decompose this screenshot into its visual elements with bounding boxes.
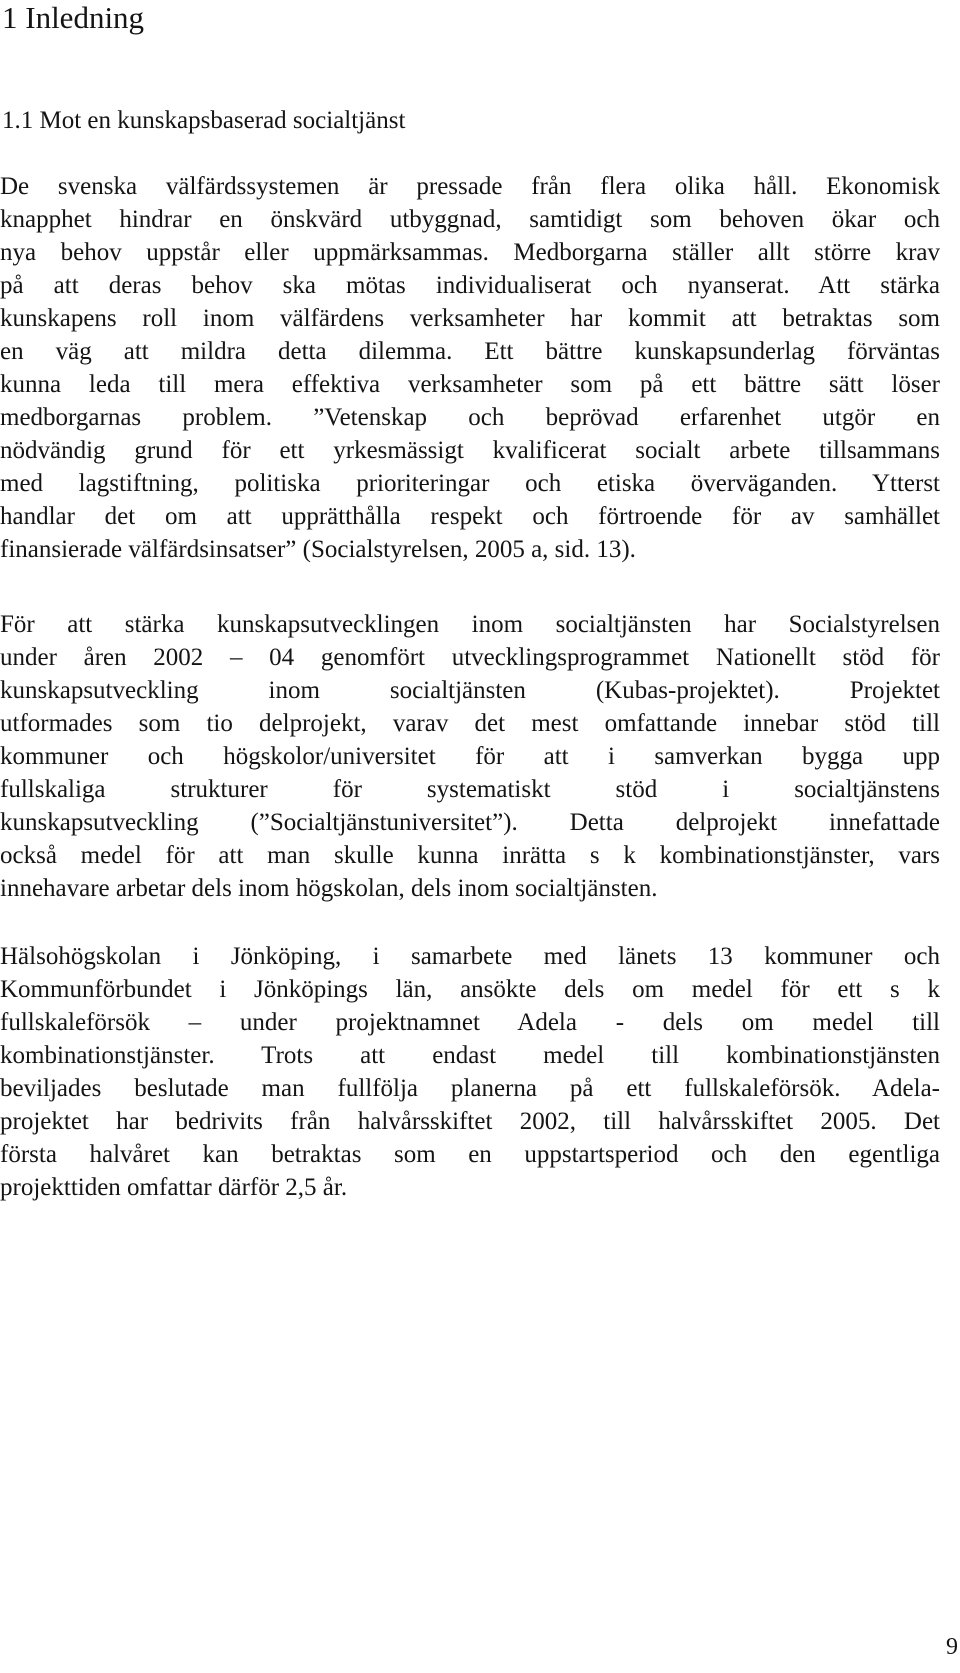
text-line: För att stärka kunskapsutvecklingen inom socialtjänsten har Socialstyrelsen xyxy=(0,611,940,638)
page-number: 9 xyxy=(946,1634,958,1660)
text-line: fullskaliga strukturer för systematiskt stöd i socialtjänstens xyxy=(0,776,940,803)
text-line: med lagstiftning, politiska prioriteringar och etiska överväganden. Ytterst xyxy=(0,470,940,497)
text-line: projektet har bedrivits från halvårsskiftet 2002, till halvårsskiftet 2005. Det xyxy=(0,1108,940,1135)
paragraph-2 xyxy=(0,608,940,905)
paragraph-1 xyxy=(0,170,940,566)
text-line: kunskapens roll inom välfärdens verksamheter har kommit att betraktas som xyxy=(0,305,940,332)
text-line: kommuner och högskolor/universitet för att i samverkan bygga upp xyxy=(0,743,940,770)
text-line: innehavare arbetar dels inom högskolan, dels inom socialtjänsten. xyxy=(0,875,658,902)
paragraph-3 xyxy=(0,940,940,1204)
text-line: finansierade välfärdsinsatser” (Socialstyrelsen, 2005 a, sid. 13). xyxy=(0,536,636,563)
text-line: nödvändig grund för ett yrkesmässigt kvalificerat socialt arbete tillsammans xyxy=(0,437,940,464)
text-line: Kommunförbundet i Jönköpings län, ansökte dels om medel för ett s k xyxy=(0,976,940,1003)
text-line: nya behov uppstår eller uppmärksammas. Medborgarna ställer allt större krav xyxy=(0,239,940,266)
text-line: fullskaleförsök – under projektnamnet Adela - dels om medel till xyxy=(0,1009,940,1036)
text-line: Hälsohögskolan i Jönköping, i samarbete med länets 13 kommuner och xyxy=(0,943,940,970)
section-heading: 1.1 Mot en kunskapsbaserad socialtjänst xyxy=(2,107,406,134)
text-line: medborgarnas problem. ”Vetenskap och beprövad erfarenhet utgör en xyxy=(0,404,940,431)
text-line: första halvåret kan betraktas som en uppstartsperiod och den egentliga xyxy=(0,1141,940,1168)
text-line: handlar det om att upprätthålla respekt och förtroende för av samhället xyxy=(0,503,940,530)
text-line: beviljades beslutade man fullfölja planerna på ett fullskaleförsök. Adela- xyxy=(0,1075,940,1102)
text-line: kunskapsutveckling inom socialtjänsten (Kubas-projektet). Projektet xyxy=(0,677,940,704)
chapter-heading: 1 Inledning xyxy=(2,0,145,35)
text-line: kunna leda till mera effektiva verksamheter som på ett bättre sätt löser xyxy=(0,371,940,398)
text-line: kunskapsutveckling (”Socialtjänstuniversitet”). Detta delprojekt innefattade xyxy=(0,809,940,836)
text-line: knapphet hindrar en önskvärd utbyggnad, samtidigt som behoven ökar och xyxy=(0,206,940,233)
text-line: också medel för att man skulle kunna inrätta s k kombinationstjänster, vars xyxy=(0,842,940,869)
text-line: projekttiden omfattar därför 2,5 år. xyxy=(0,1174,348,1201)
text-line: utformades som tio delprojekt, varav det mest omfattande innebar stöd till xyxy=(0,710,940,737)
text-line: en väg att mildra detta dilemma. Ett bättre kunskapsunderlag förväntas xyxy=(0,338,940,365)
text-line: på att deras behov ska mötas individualiserat och nyanserat. Att stärka xyxy=(0,272,940,299)
text-line: under åren 2002 – 04 genomfört utvecklingsprogrammet Nationellt stöd för xyxy=(0,644,940,671)
text-line: De svenska välfärdssystemen är pressade från flera olika håll. Ekonomisk xyxy=(0,173,940,200)
text-line: kombinationstjänster. Trots att endast medel till kombinationstjänsten xyxy=(0,1042,940,1069)
